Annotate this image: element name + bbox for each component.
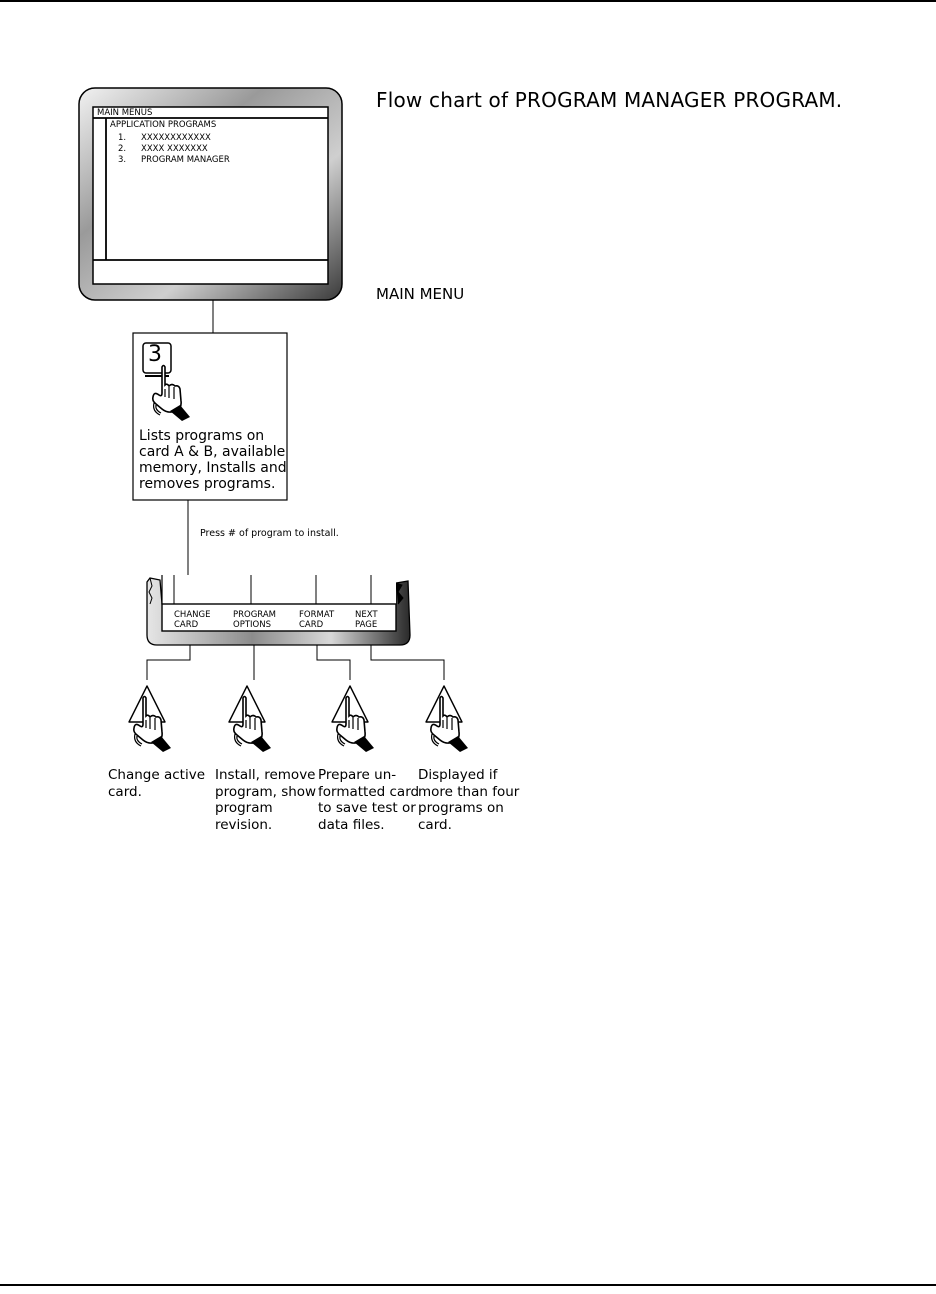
touch-icon-1 [129, 686, 171, 752]
menu-item-label: PROGRAM MANAGER [141, 155, 230, 165]
description-format-card: Prepare un- formatted card to save test or data files. [318, 767, 420, 833]
branch-connectors [147, 645, 444, 680]
softkey-format-card: FORMAT CARD [299, 610, 335, 630]
description-change-card: Change active card. [108, 767, 206, 800]
menu-item-number: 3. [118, 155, 127, 165]
instruction-text: Press # of program to install. [200, 528, 339, 539]
menu-item-label: XXXX XXXXXXX [141, 144, 208, 154]
touch-icon-4 [426, 686, 468, 752]
softkey-program-options: PROGRAM OPTIONS [233, 610, 277, 630]
menu-item-label: XXXXXXXXXXXX [141, 133, 211, 143]
touch-icon-2 [229, 686, 271, 752]
screen-header: MAIN MENUS [97, 108, 153, 118]
screen-subheader: APPLICATION PROGRAMS [110, 120, 217, 130]
keypress-description: Lists programs on card A & B, available memory, Installs and removes programs. [139, 428, 287, 492]
softkey-next-page: NEXT PAGE [355, 610, 378, 630]
menu-item-number: 1. [118, 133, 127, 143]
section-label: MAIN MENU [376, 285, 465, 303]
softkey-change-card: CHANGE CARD [174, 610, 211, 630]
touch-icon-3 [332, 686, 374, 752]
description-next-page: Displayed if more than four programs on card. [418, 767, 520, 833]
menu-item-number: 2. [118, 144, 127, 154]
key-label: 3 [148, 342, 162, 367]
description-program-options: Install, remove program, show program revision. [215, 767, 317, 833]
page-title: Flow chart of PROGRAM MANAGER PROGRAM. [376, 88, 843, 112]
